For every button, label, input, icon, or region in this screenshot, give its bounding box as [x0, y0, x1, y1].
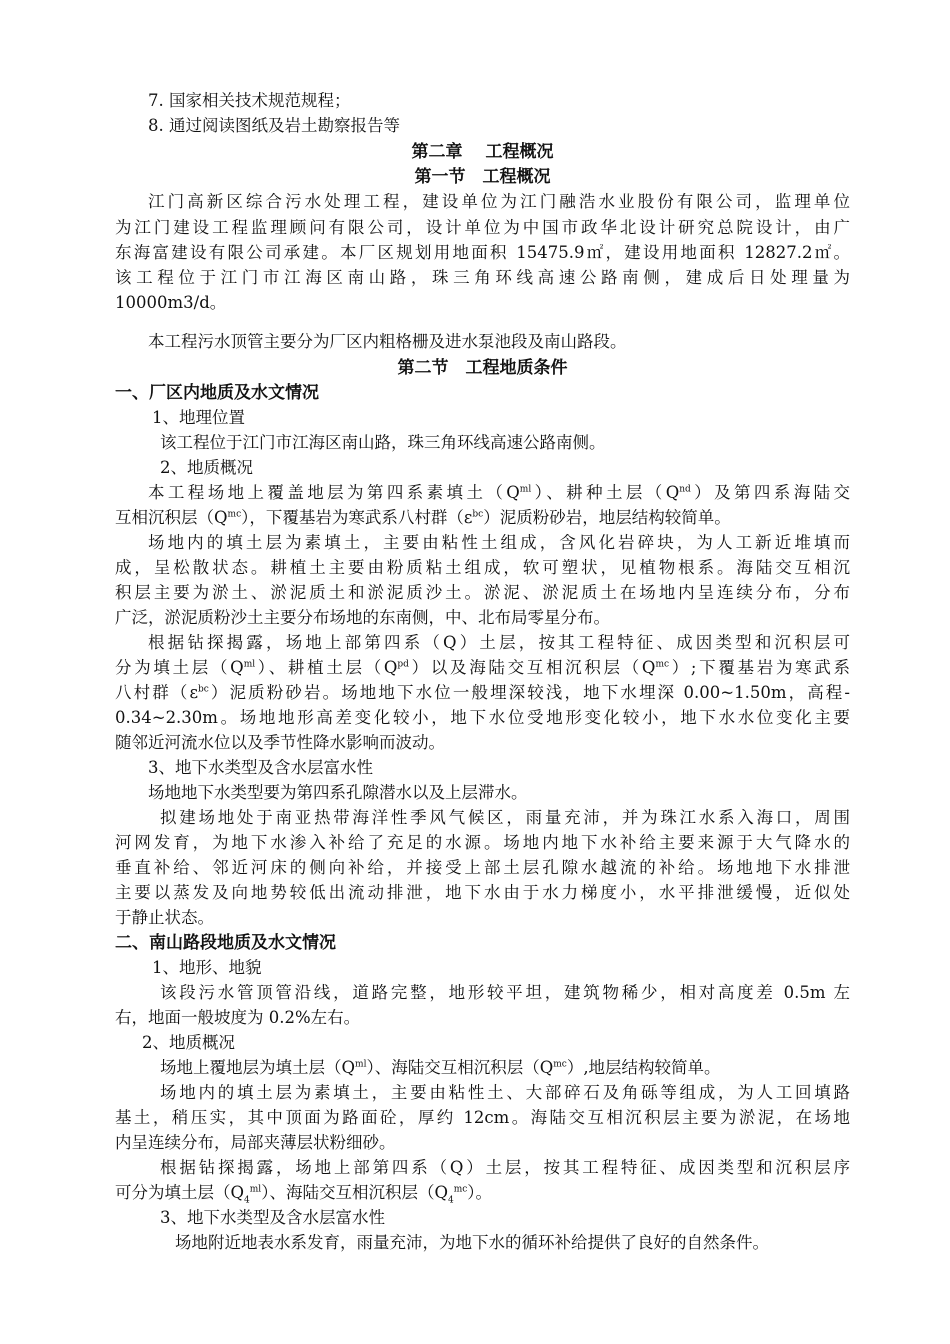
paragraph-line: 于静止状态。 — [115, 908, 214, 927]
paragraph-line: 垂直补给、邻近河床的侧向补给，并接受上部土层孔隙水越流的补给。场地地下水排泄 — [115, 858, 850, 877]
chapter-title: 第二章 工程概况 — [411, 142, 554, 162]
paragraph-line: 互相沉积层$(Q^{mc})$，下覆基岩为寒武系八村群$(\varepsilon^{bc})$泥质粉砂岩，地层结构较简单。 — [115, 508, 731, 527]
paragraph-line: 为江门建设工程监理顾问有限公司，设计单位为中国市政华北设计研究总院设计，由广 — [115, 218, 850, 237]
section-title-2: 第二节 工程地质条件 — [397, 358, 568, 378]
paragraph-line: 场地上覆地层为填土层$(Q^{ml})$、海陆交互相沉积层$(Q^{mc})$,地层结构较简单。 — [160, 1058, 721, 1077]
subheading: 1、地形、地貌 — [152, 958, 262, 977]
paragraph-line: 主要以蒸发及向地势较低出流动排泄，地下水由于水力梯度小，水平排泄缓慢，近似处 — [115, 883, 850, 902]
subheading: 2、地质概况 — [160, 458, 253, 477]
paragraph-line: 10000m3/d。 — [115, 293, 227, 312]
subheading: 3、地下水类型及含水层富水性 — [148, 758, 373, 777]
paragraph-line: 成，呈松散状态。耕植土主要由粉质粘土组成，软可塑状，见植物根系。海陆交互相沉 — [115, 558, 850, 577]
paragraph-line: 八村群$(\varepsilon^{bc})$泥质粉砂岩。场地地下水位一般埋深较浅，地下水埋深 0.00~1.50m，高程- — [115, 683, 850, 702]
paragraph-line: 分为填土层$(Q^{ml})$、耕植土层$(Q^{pd})$以及海陆交互相沉积层$(Q^{mc})$;下覆基岩为寒武系 — [115, 658, 851, 677]
paragraph-line: 本工程污水顶管主要分为厂区内粗格栅及进水泵池段及南山路段。 — [148, 332, 627, 351]
list-item-8: 8. 通过阅读图纸及岩土勘察报告等 — [148, 116, 400, 135]
paragraph-line: 右，地面一般坡度为 0.2%左右。 — [115, 1008, 361, 1027]
list-item-7: 7. 国家相关技术规范规程； — [148, 91, 351, 110]
paragraph-line: 积层主要为淤土、淤泥质土和淤泥质沙土。淤泥、淤泥质土在场地内呈连续分布，分布 — [115, 583, 850, 602]
paragraph-line: 内呈连续分布，局部夹薄层状粉细砂。 — [115, 1133, 396, 1152]
paragraph-line: 随邻近河流水位以及季节性降水影响而波动。 — [115, 733, 445, 752]
paragraph-line: 该工程位于江门市江海区南山路，珠三角环线高速公路南侧，建成后日处理量为 — [115, 268, 850, 287]
paragraph-line: 场地内的填土层为素填土，主要由粘性土组成，含风化岩碎块，为人工新近堆填而 — [148, 533, 850, 552]
subheading: 2、地质概况 — [142, 1033, 235, 1052]
heading-plant-geology: 一、厂区内地质及水文情况 — [115, 383, 319, 403]
paragraph-line: 江门高新区综合污水处理工程，建设单位为江门融浩水业股份有限公司，监理单位 — [148, 192, 850, 211]
paragraph-line: 根据钻探揭露，场地上部第四系（Q）土层，按其工程特征、成因类型和沉积层序 — [160, 1158, 850, 1177]
paragraph-line: 可分为填土层$(Q_4^{ml})$、海陆交互相沉积层$(Q_4^{mc})$。 — [115, 1183, 493, 1206]
paragraph-line: 该段污水管顶管沿线，道路完整，地形较平坦，建筑物稀少，相对高度差 0.5m 左 — [160, 983, 850, 1002]
paragraph-line: 该工程位于江门市江海区南山路，珠三角环线高速公路南侧。 — [160, 433, 606, 452]
paragraph-line: 拟建场地处于南亚热带海洋性季风气候区，雨量充沛，并为珠江水系入海口，周围 — [160, 808, 850, 827]
subheading: 1、地理位置 — [152, 408, 245, 427]
paragraph-line: 河网发育，为地下水渗入补给了充足的水源。场地内地下水补给主要来源于大气降水的 — [115, 833, 850, 852]
section-title-1: 第一节 工程概况 — [414, 167, 551, 187]
heading-nanshan-geology: 二、南山路段地质及水文情况 — [115, 933, 336, 953]
paragraph-line: 0.34~2.30m。场地地形高差变化较小，地下水位受地形变化较小，地下水水位变化主要 — [115, 708, 850, 727]
paragraph-line: 场地地下水类型要为第四系孔隙潜水以及上层滞水。 — [148, 783, 528, 802]
paragraph-line: 东海富建设有限公司承建。本厂区规划用地面积 15475.9㎡，建设用地面积 12827.2㎡。 — [115, 243, 850, 262]
paragraph-line: 场地附近地表水系发育，雨量充沛，为地下水的循环补给提供了良好的自然条件。 — [175, 1233, 769, 1252]
paragraph-line: 基土，稍压实，其中顶面为路面砼，厚约 12cm。海陆交互相沉积层主要为淤泥，在场地 — [115, 1108, 850, 1127]
subheading: 3、地下水类型及含水层富水性 — [160, 1208, 385, 1227]
paragraph-line: 根据钻探揭露，场地上部第四系（Q）土层，按其工程特征、成因类型和沉积层可 — [148, 633, 850, 652]
paragraph-line: 本工程场地上覆盖地层为第四系素填土$(Q^{ml})$、耕种土层$(Q^{nd})$及第四系海陆交 — [148, 483, 851, 502]
paragraph-line: 广泛，淤泥质粉沙土主要分布场地的东南侧，中、北布局零星分布。 — [115, 608, 610, 627]
paragraph-line: 场地内的填土层为素填土，主要由粘性土、大部碎石及角砾等组成，为人工回填路 — [160, 1083, 850, 1102]
